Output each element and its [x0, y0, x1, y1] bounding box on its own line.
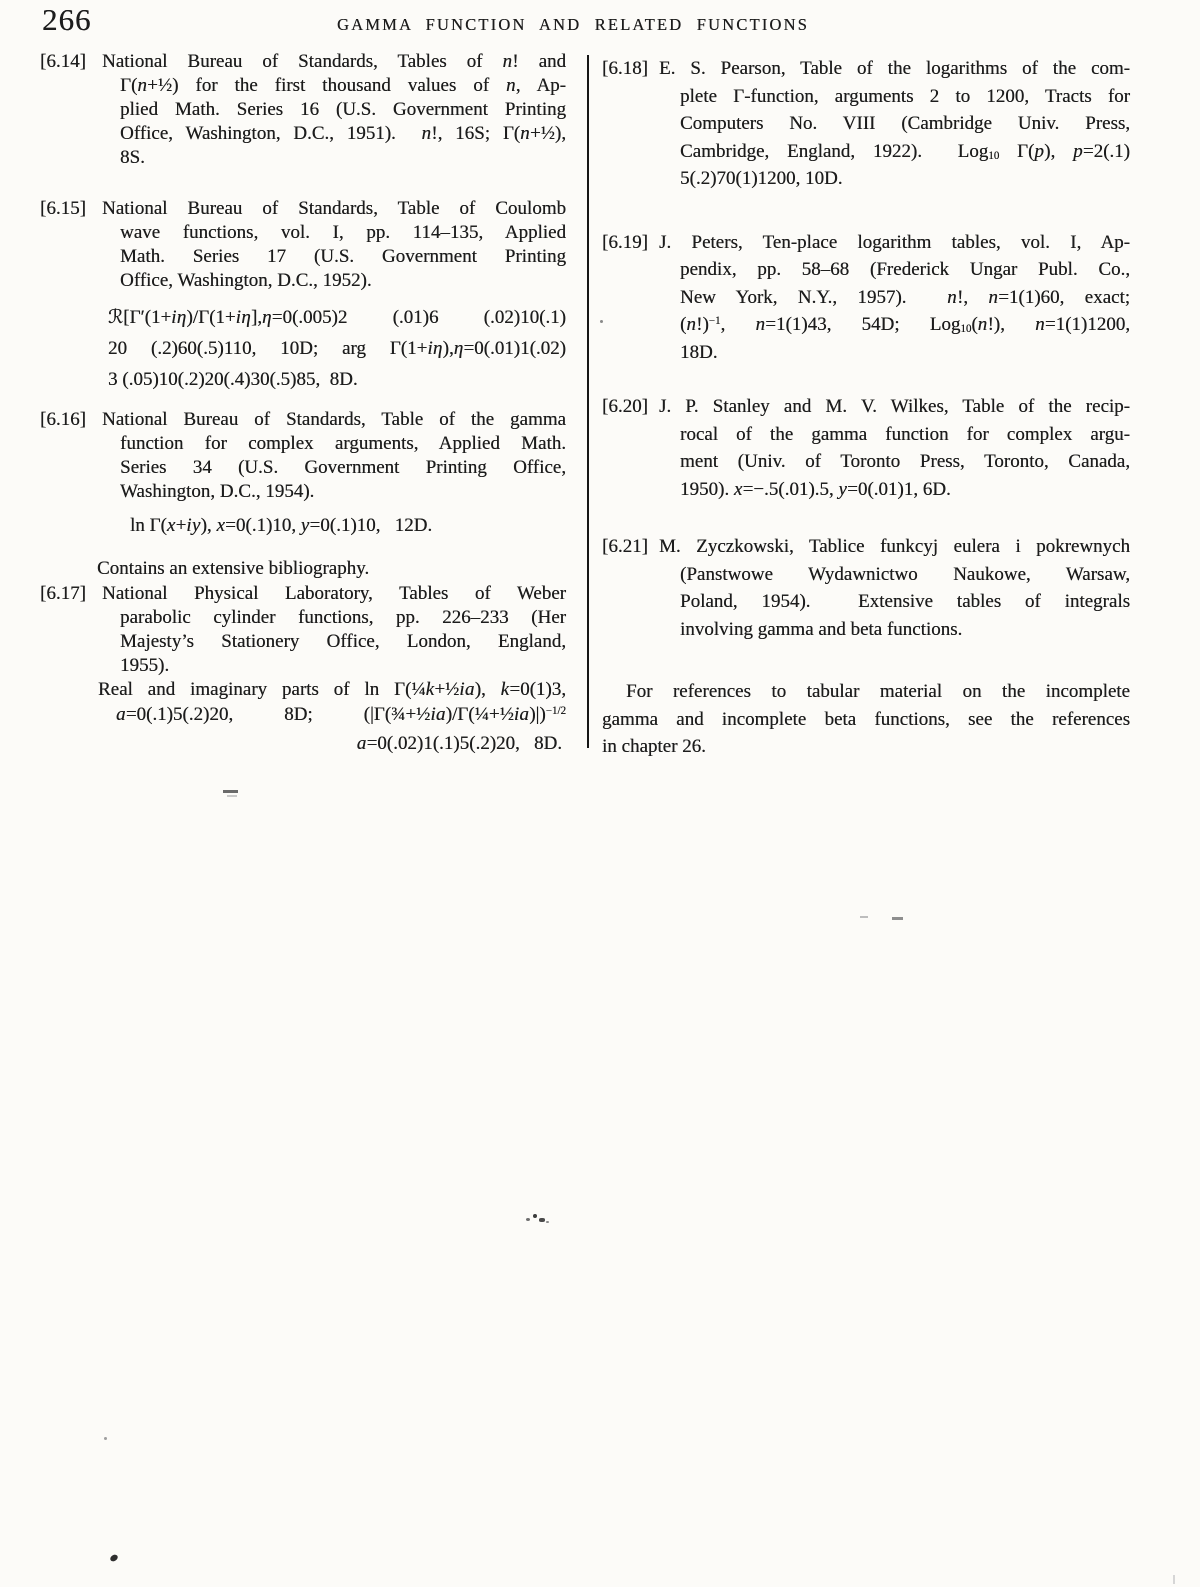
ref-line: [40, 582, 566, 606]
page-number: 266: [42, 2, 92, 37]
reference-label: [6.14]: [40, 51, 86, 72]
formula-line: 20 (.2)60(.5)110, 10D; arg Γ(1+iη),η=0(.01)1(.02): [108, 338, 566, 359]
note-line: For references to tabular material on the incomplete: [626, 681, 1130, 702]
closing-note: [602, 678, 1130, 761]
reference-6-16-note: [40, 557, 566, 581]
reference-6-19: [602, 229, 1130, 367]
reference-6-20: [602, 393, 1130, 503]
formula-line: Real and imaginary parts of ln Γ(¼k+½ia), k=0(1)3,: [98, 679, 566, 700]
reference-6-14: [40, 50, 566, 170]
ref-line: (Panstwowe Wydawnictwo Naukowe, Warsaw,: [680, 563, 1130, 585]
reference-6-15: [40, 197, 566, 293]
ref-line: 8S.: [120, 147, 145, 168]
left-column: [40, 50, 566, 757]
ref-line: [602, 533, 1130, 561]
ref-line: Cambridge, England, 1922). Log$_{10}$ Γ(p), p=2(.1): [680, 140, 1131, 162]
ref-line: [602, 393, 1130, 421]
note-line: gamma and incomplete beta functions, see the references: [602, 708, 1130, 730]
ref-line: Office, Washington, D.C., 1951). n!, 16S; Γ(n+½),: [120, 123, 566, 144]
formula-line: ln Γ(x+iy), x=0(.1)10, y=0(.1)10, 12D.: [130, 515, 433, 536]
scan-speck: [104, 1437, 107, 1440]
ref-line: Poland, 1954). Extensive tables of integrals: [680, 591, 1130, 612]
ref-line: New York, N.Y., 1957). n!, n=1(1)60, exact;: [680, 286, 1131, 308]
note-line: in chapter 26.: [602, 736, 706, 757]
scan-speck: [892, 917, 903, 920]
reference-label: [6.16]: [40, 409, 86, 430]
ref-line: 1950). x=−.5(.01).5, y=0(.01)1, 6D.: [680, 478, 951, 500]
ref-line: [40, 408, 566, 432]
ref-line: Γ(n+½) for the first thousand values of n, Ap-: [120, 75, 566, 96]
ref-line-text: National Bureau of Standards, Table of the gamma: [102, 409, 566, 430]
right-column: [602, 55, 1130, 761]
ref-line: Office, Washington, D.C., 1952).: [120, 270, 372, 291]
column-divider-rule: [587, 55, 589, 748]
table-range-formula-6-17: [40, 678, 566, 757]
scan-speck: [1173, 1575, 1175, 1584]
reference-label: [6.20]: [602, 396, 648, 417]
ref-line-text: National Physical Laboratory, Tables of Weber: [102, 583, 566, 604]
ref-line-text: E. S. Pearson, Table of the logarithms of the com-: [659, 58, 1130, 79]
ref-line: pendix, pp. 58–68 (Frederick Ungar Publ. Co.,: [680, 259, 1130, 280]
table-range-formula-6-15: [40, 302, 566, 395]
ref-line: Math. Series 17 (U.S. Government Printing: [120, 246, 566, 267]
ref-line: 5(.2)70(1)1200, 10D.: [680, 168, 843, 189]
ref-line: 18D.: [680, 341, 718, 363]
reference-6-21: [602, 533, 1130, 643]
ref-line-text: National Bureau of Standards, Table of Coulomb: [102, 198, 566, 219]
scan-speck: [109, 1553, 119, 1562]
scan-speck: [533, 1214, 537, 1218]
scan-speck: [223, 790, 238, 793]
ref-line-text: M. Zyczkowski, Tablice funkcyj eulera i pokrewnych: [659, 536, 1130, 557]
ref-line-text: J. Peters, Ten-place logarithm tables, vol. I, Ap-: [659, 231, 1130, 253]
reference-6-18: [602, 55, 1130, 193]
ref-line: [602, 55, 1130, 83]
ref-line: [40, 197, 566, 221]
formula-line: ℛ[Γ′(1+iη)/Γ(1+iη],η=0(.005)2 (.01)6 (.02)10(.1): [108, 307, 566, 328]
formula-line: a=0(.02)1(.1)5(.2)20, 8D.: [356, 733, 562, 754]
ref-line: parabolic cylinder functions, pp. 226–233 (Her: [120, 607, 566, 628]
running-head: GAMMA FUNCTION AND RELATED FUNCTIONS: [336, 15, 810, 34]
table-range-formula-6-16: [40, 512, 566, 540]
formula-line: 3 (.05)10(.2)20(.4)30(.5)85, 8D.: [108, 369, 358, 390]
ref-line: plied Math. Series 16 (U.S. Government Printing: [120, 99, 566, 120]
scan-speck: [600, 320, 603, 323]
ref-line: Majesty’s Stationery Office, London, England,: [120, 631, 566, 652]
scan-speck: [539, 1218, 545, 1222]
ref-line: Series 34 (U.S. Government Printing Office,: [120, 457, 566, 478]
ref-line: Washington, D.C., 1954).: [120, 481, 315, 502]
reference-label: [6.21]: [602, 536, 648, 557]
ref-line: wave functions, vol. I, pp. 114–135, Applied: [120, 222, 566, 243]
scan-speck: [227, 795, 237, 797]
ref-line: plete Γ-function, arguments 2 to 1200, Tracts for: [680, 85, 1130, 107]
reference-label: [6.15]: [40, 198, 86, 219]
ref-line: ment (Univ. of Toronto Press, Toronto, Canada,: [680, 451, 1130, 472]
reference-6-17: [40, 582, 566, 678]
ref-line: [602, 229, 1130, 257]
ref-line: function for complex arguments, Applied Math.: [120, 433, 566, 454]
formula-line: a=0(.1)5(.2)20, 8D; (|Γ(¾+½ia)/Γ(¼+½ia)|)$^{-1/2}$: [116, 703, 566, 725]
reference-label: [6.18]: [602, 58, 648, 79]
ref-line: $(n!)^{-1}$, n=1(1)43, 54D; Log$_{10}$(n!), n=1(1)1200,: [680, 314, 1130, 335]
reference-6-16: [40, 408, 566, 504]
ref-line: Computers No. VIII (Cambridge Univ. Press,: [680, 113, 1130, 134]
ref-line-text: National Bureau of Standards, Tables of n! and: [102, 51, 566, 72]
reference-label: [6.17]: [40, 583, 86, 604]
ref-line: [40, 50, 566, 74]
ref-line: 1955).: [120, 655, 170, 676]
ref-line-text: J. P. Stanley and M. V. Wilkes, Table of the recip-: [659, 396, 1130, 417]
reference-label: [6.19]: [602, 231, 648, 253]
ref-line: rocal of the gamma function for complex argu-: [680, 423, 1130, 445]
scan-speck: [546, 1221, 549, 1223]
scan-speck: [526, 1218, 530, 1221]
scan-speck: [860, 916, 868, 918]
note-line: Contains an extensive bibliography.: [97, 558, 370, 579]
ref-line: involving gamma and beta functions.: [680, 618, 963, 640]
